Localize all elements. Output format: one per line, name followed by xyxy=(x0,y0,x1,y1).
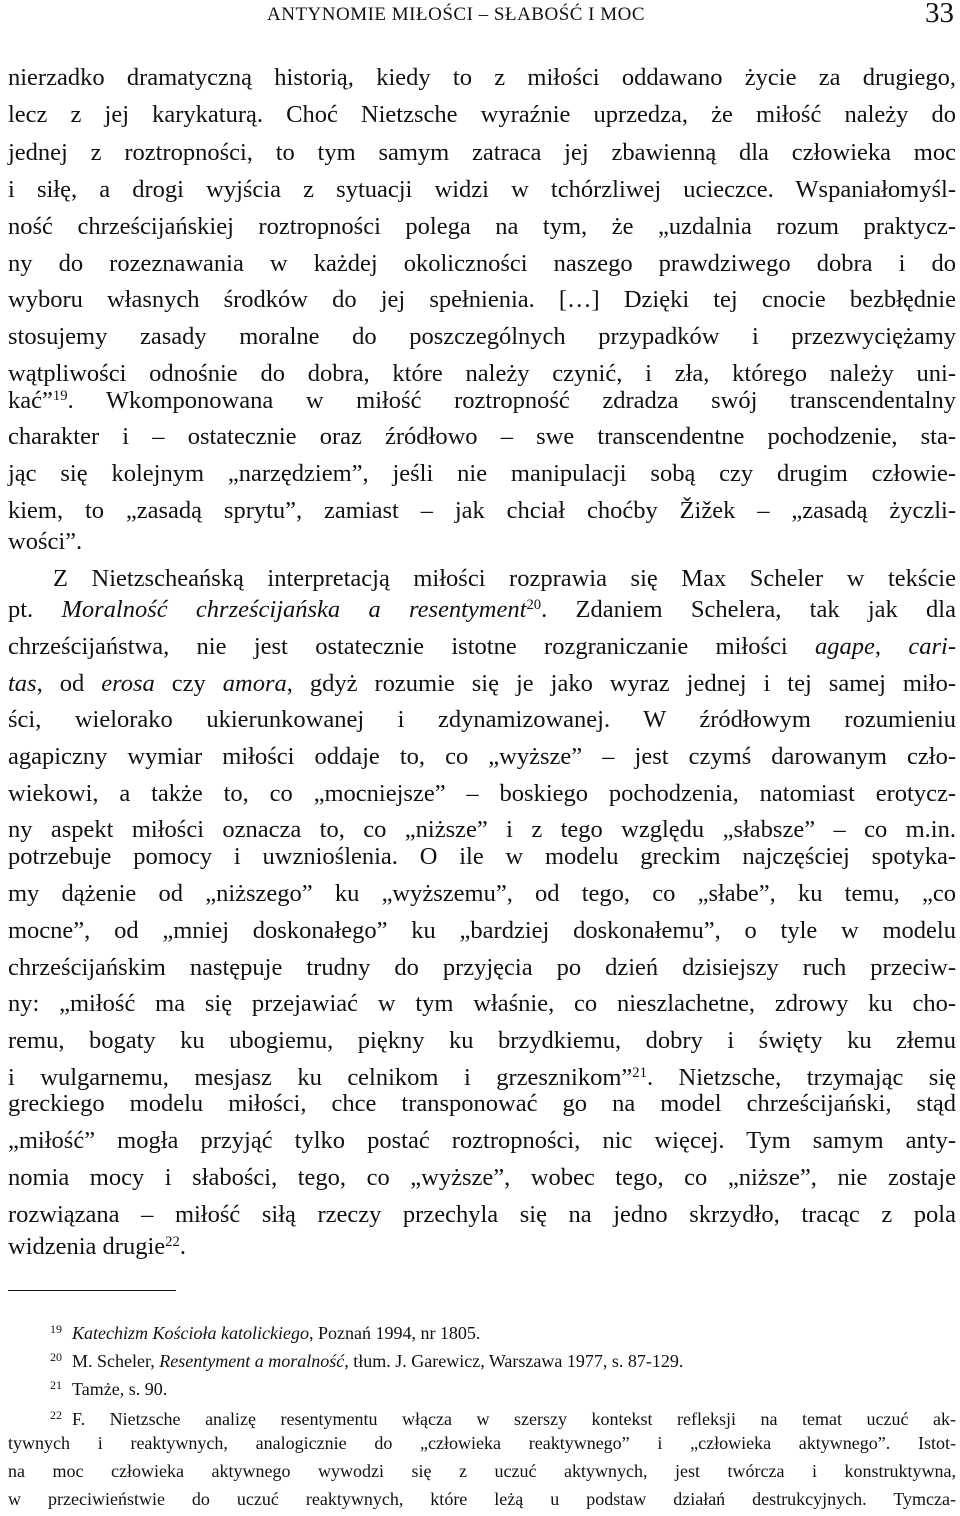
text-line: ność chrześcijańskiej roztropności polega na tym, że „uzdalnia rozum praktycz- xyxy=(8,213,956,240)
text-line: agapiczny wymiar miłości oddaje to, co „wyższe” – jest czymś darowanym czło- xyxy=(8,743,956,770)
page-number: 33 xyxy=(925,0,954,29)
text-line: ny aspekt miłości oznacza to, co „niższe” i z tego względu „słabsze” – co m.in. xyxy=(8,816,956,843)
text-line: jąc się kolejnym „narzędziem”, jeśli nie manipulacji sobą czy drugim człowie- xyxy=(8,460,956,487)
text-line: „miłość” mogła przyjąć tylko postać roztropności, nic więcej. Tym samym anty- xyxy=(8,1127,956,1154)
text-line: wiekowi, a także to, co „mocniejsze” – boskiego pochodzenia, natomiast erotycz- xyxy=(8,780,956,807)
text-line: mocne”, od „mniej doskonałego” ku „bardziej doskonałemu”, o tyle w modelu xyxy=(8,917,956,944)
text-line: chrześcijańskim następuje trudny do przyjęcia po dzień dzisiejszy ruch przeciw- xyxy=(8,954,956,981)
text-line: kiem, to „zasadą sprytu”, zamiast – jak chciał choćby Žižek – „zasadą życzli- xyxy=(8,497,956,524)
text-line: pt. Moralność chrześcijańska a resentyment$^{20}$. Zdaniem Schelera, tak jak dla xyxy=(8,596,956,623)
text-line: i siłę, a drogi wyjścia z sytuacji widzi w tchórzliwej ucieczce. Wspaniałomyśl- xyxy=(8,176,956,203)
footnote-separator xyxy=(8,1290,176,1291)
footnote-ref-22: 22 xyxy=(165,1233,180,1250)
text-line: lecz z jej karykaturą. Choć Nietzsche wyraźnie uprzedza, że miłość należy do xyxy=(8,101,956,128)
book-title: Moralność chrześcijańska a resentyment xyxy=(61,596,527,623)
text-line: nomia mocy i słabości, tego, co „wyższe”, wobec tego, co „niższe”, nie zostaje xyxy=(8,1164,956,1191)
footnote-line: na moc człowieka aktywnego wywodzi się z uczuć aktywnych, jest twórcza i konstruktywna, xyxy=(8,1461,956,1481)
footnote-line: w przeciwieństwie do uczuć reaktywnych, które leżą u podstaw działań destrukcyjnych. Tymcza- xyxy=(8,1489,956,1509)
text-line: ści, wielorako ukierunkowanej i zdynamizowanej. W źródłowym rozumieniu xyxy=(8,706,956,733)
text-line: rozwiązana – miłość siłą rzeczy przechyla się na jedno skrzydło, tracąc z pola xyxy=(8,1201,956,1228)
text-line: wości”. xyxy=(8,528,83,555)
footnote-20: $^{20}$ M. Scheler, Resentyment a moralność, tłum. J. Garewicz, Warszawa 1977, s. 87-129. xyxy=(50,1350,684,1371)
footnote-19: $^{19}$ Katechizm Kościoła katolickiego, Poznań 1994, nr 1805. xyxy=(50,1322,481,1343)
footnote-line: tywnych i reaktywnych, analogicznie do „człowieka reaktywnego” i „człowieka aktywnego”. Istot- xyxy=(8,1433,956,1453)
footnote-ref-20: 20 xyxy=(526,596,542,613)
text-line: potrzebuje pomocy i uwznioślenia. O ile w modelu greckim najczęściej spotyka- xyxy=(8,843,956,870)
text-line: wyboru własnych środków do jej spełnienia. […] Dzięki tej cnocie bezbłędnie xyxy=(8,286,956,313)
text-line: stosujemy zasady moralne do poszczególnych przypadków i przezwyciężamy xyxy=(8,323,956,350)
footnote-22: $^{22}$ F. Nietzsche analizę resentymentu włącza w szerszy kontekst refleksji na temat uczuć ak- xyxy=(50,1408,956,1429)
text-line: tas, od erosa czy amora, gdyż rozumie się je jako wyraz jednej i tej samej miło- xyxy=(8,670,957,697)
footnote-ref-19: 19 xyxy=(52,387,68,404)
text-line: nierzadko dramatyczną historią, kiedy to z miłości oddawano życie za drugiego, xyxy=(8,64,956,91)
text-line: i wulgarnemu, mesjasz ku celnikom i grzesznikom”$^{21}$. Nietzsche, trzymając się xyxy=(8,1064,956,1091)
text-line: my dążenie od „niższego” ku „wyższemu”, od tego, co „słabe”, ku temu, „co xyxy=(8,880,956,907)
text-line: chrześcijaństwa, nie jest ostatecznie istotne rozgraniczanie miłości agape, cari- xyxy=(8,633,956,660)
running-title: ANTYNOMIE MIŁOŚCI – SŁABOŚĆ I MOC xyxy=(267,4,646,25)
text-line: jednej z roztropności, to tym samym zatraca jej zbawienną dla człowieka moc xyxy=(8,139,956,166)
footnote-ref-21: 21 xyxy=(632,1064,647,1081)
text-line: ny do rozeznawania w każdej okoliczności naszego prawdziwego dobra i do xyxy=(8,250,956,277)
footnote-21: $^{21}$ Tamże, s. 90. xyxy=(50,1378,168,1399)
page-header xyxy=(0,0,960,34)
text-line: remu, bogaty ku ubogiemu, piękny ku brzydkiemu, dobry i święty ku złemu xyxy=(8,1027,956,1054)
text-line: widzenia drugie$^{22}$. xyxy=(8,1233,186,1260)
text-line: greckiego modelu miłości, chce transponować go na model chrześcijański, stąd xyxy=(8,1090,956,1117)
text-line: kać”$^{19}$. Wkomponowana w miłość roztropność zdradza swój transcendentalny xyxy=(8,387,956,414)
text-line: ny: „miłość ma się przejawiać w tym właśnie, co nieszlachetne, zdrowy ku cho- xyxy=(8,990,956,1017)
text-line: wątpliwości odnośnie do dobra, które należy czynić, i zła, którego należy uni- xyxy=(8,360,956,387)
text-line: charakter i – ostatecznie oraz źródłowo – swe transcendentne pochodzenie, sta- xyxy=(8,423,956,450)
paragraph-start: Z Nietzscheańską interpretacją miłości rozprawia się Max Scheler w tekście xyxy=(53,565,956,592)
